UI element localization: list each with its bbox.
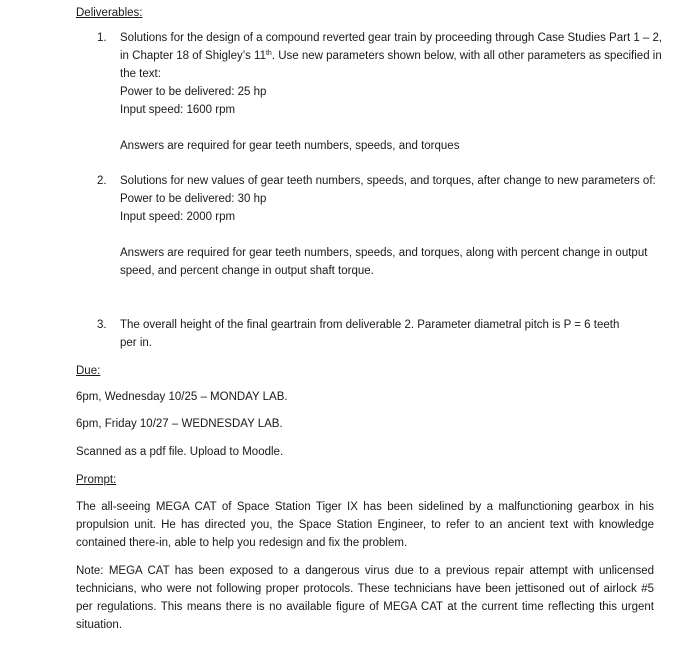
deliverables-heading: Deliverables: (76, 7, 143, 19)
prompt-paragraph-2: Note: MEGA CAT has been exposed to a dangerous virus due to a previous repair attempt with unlicensed technicians, who were not following proper protocols. These technicians have been jettisoned out of airlock #5 per regulations. This means there is no available figure of MEGA CAT at the current time reflecting this urgent situation. (76, 565, 654, 631)
deliverable-item-2 (120, 172, 665, 280)
deliverable-item-1 (120, 29, 665, 155)
prompt-heading: Prompt: (76, 474, 117, 486)
deliverable-item-3 (120, 316, 620, 352)
item-1-param-power: Power to be delivered: 25 hp (120, 86, 267, 98)
item-1-description: Solutions for the design of a compound reverted gear train by proceeding through Case Studies Part 1 – 2, in Chapter 18 of Shigley’s 11th. Use new parameters shown below, with all other parameters as specified in the text: (120, 32, 663, 80)
item-2-answers: Answers are required for gear teeth numbers, speeds, and torques, along with percent change in output speed, and percent change in output shaft torque. (120, 247, 648, 277)
item-3-description: The overall height of the final geartrain from deliverable 2. Parameter diametral pitch is P = 6 teeth per in. (120, 319, 620, 349)
item-2-param-speed: Input speed: 2000 rpm (120, 211, 236, 223)
item-3-number: 3. (97, 319, 107, 331)
item-1-answers: Answers are required for gear teeth numbers, speeds, and torques (120, 140, 460, 152)
item-2-description: Solutions for new values of gear teeth numbers, speeds, and torques, after change to new parameters of: (120, 175, 656, 187)
prompt-paragraph-1: The all-seeing MEGA CAT of Space Station Tiger IX has been sidelined by a malfunctioning gearbox in his propulsion unit. He has directed you, the Space Station Engineer, to refer to an ancient text with knowledge contained there-in, able to help you redesign and fix the problem. (76, 501, 654, 549)
due-line-monday-lab: 6pm, Wednesday 10/25 – MONDAY LAB. (76, 391, 288, 403)
due-submission-note: Scanned as a pdf file. Upload to Moodle. (76, 446, 284, 458)
item-2-param-power: Power to be delivered: 30 hp (120, 193, 267, 205)
due-line-wednesday-lab: 6pm, Friday 10/27 – WEDNESDAY LAB. (76, 418, 283, 430)
item-1-number: 1. (97, 32, 107, 44)
item-1-param-speed: Input speed: 1600 rpm (120, 104, 236, 116)
item-2-number: 2. (97, 175, 107, 187)
due-heading: Due: (76, 365, 101, 377)
